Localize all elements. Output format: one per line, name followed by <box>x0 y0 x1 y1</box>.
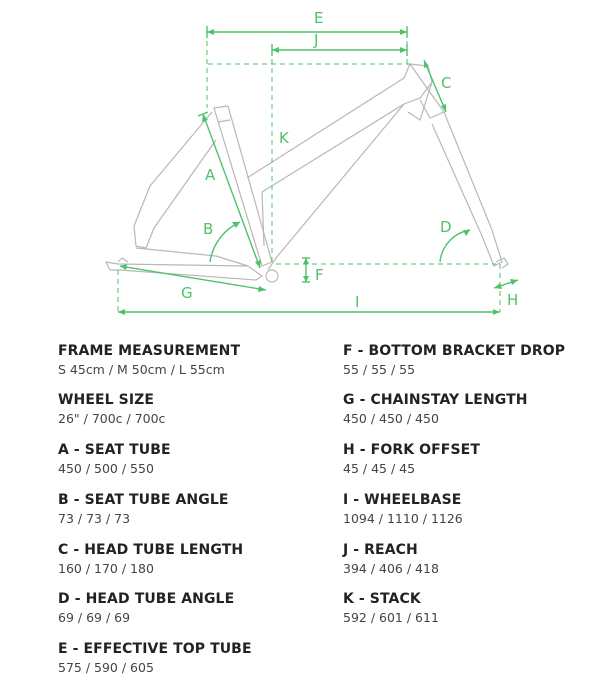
spec-title: E - EFFECTIVE TOP TUBE <box>58 641 252 657</box>
spec-title: J - REACH <box>343 542 418 558</box>
label-b: B <box>203 220 214 238</box>
label-a: A <box>205 166 216 184</box>
spec-value: 592 / 601 / 611 <box>343 610 439 625</box>
spec-value: 575 / 590 / 605 <box>58 660 154 675</box>
spec-title: K - STACK <box>343 591 421 607</box>
spec-value: 73 / 73 / 73 <box>58 511 131 526</box>
spec-effective-top-tube <box>58 641 318 675</box>
spec-title: G - CHAINSTAY LENGTH <box>343 392 528 408</box>
spec-wheel-size <box>58 392 318 426</box>
label-f: F <box>315 266 324 284</box>
spec-title: D - HEAD TUBE ANGLE <box>58 591 235 607</box>
spec-title: C - HEAD TUBE LENGTH <box>58 542 244 558</box>
spec-value: 55 / 55 / 55 <box>343 362 416 377</box>
spec-value: 450 / 500 / 550 <box>58 461 154 476</box>
spec-title: B - SEAT TUBE ANGLE <box>58 492 229 508</box>
label-k: K <box>279 129 289 147</box>
spec-value: 160 / 170 / 180 <box>58 561 154 576</box>
label-c: C <box>441 74 452 92</box>
spec-head-tube-length <box>58 542 318 576</box>
spec-wheelbase <box>343 492 603 526</box>
spec-title: FRAME MEASUREMENT <box>58 343 241 359</box>
spec-bottom-bracket-drop <box>343 343 603 377</box>
spec-value: 69 / 69 / 69 <box>58 610 131 625</box>
spec-frame-measurement <box>58 343 318 377</box>
label-j: J <box>314 31 319 49</box>
spec-head-tube-angle <box>58 591 318 625</box>
spec-seat-tube-angle <box>58 492 318 526</box>
label-e: E <box>314 9 324 27</box>
spec-value: S 45cm / M 50cm / L 55cm <box>58 362 225 377</box>
spec-title: I - WHEELBASE <box>343 492 462 508</box>
spec-value: 1094 / 1110 / 1126 <box>343 511 463 526</box>
spec-chainstay-length <box>343 392 603 426</box>
label-i: I <box>355 293 360 311</box>
spec-value: 45 / 45 / 45 <box>343 461 416 476</box>
spec-reach <box>343 542 603 576</box>
spec-value: 26" / 700c / 700c <box>58 411 166 426</box>
spec-seat-tube <box>58 442 318 476</box>
spec-title: F - BOTTOM BRACKET DROP <box>343 343 566 359</box>
spec-title: WHEEL SIZE <box>58 392 155 408</box>
spec-value: 450 / 450 / 450 <box>343 411 439 426</box>
spec-stack <box>343 591 603 625</box>
spec-fork-offset <box>343 442 603 476</box>
label-g: G <box>181 284 193 302</box>
spec-title: H - FORK OFFSET <box>343 442 480 458</box>
spec-value: 394 / 406 / 418 <box>343 561 439 576</box>
label-d: D <box>440 218 452 236</box>
label-h: H <box>507 291 519 309</box>
spec-title: A - SEAT TUBE <box>58 442 171 458</box>
